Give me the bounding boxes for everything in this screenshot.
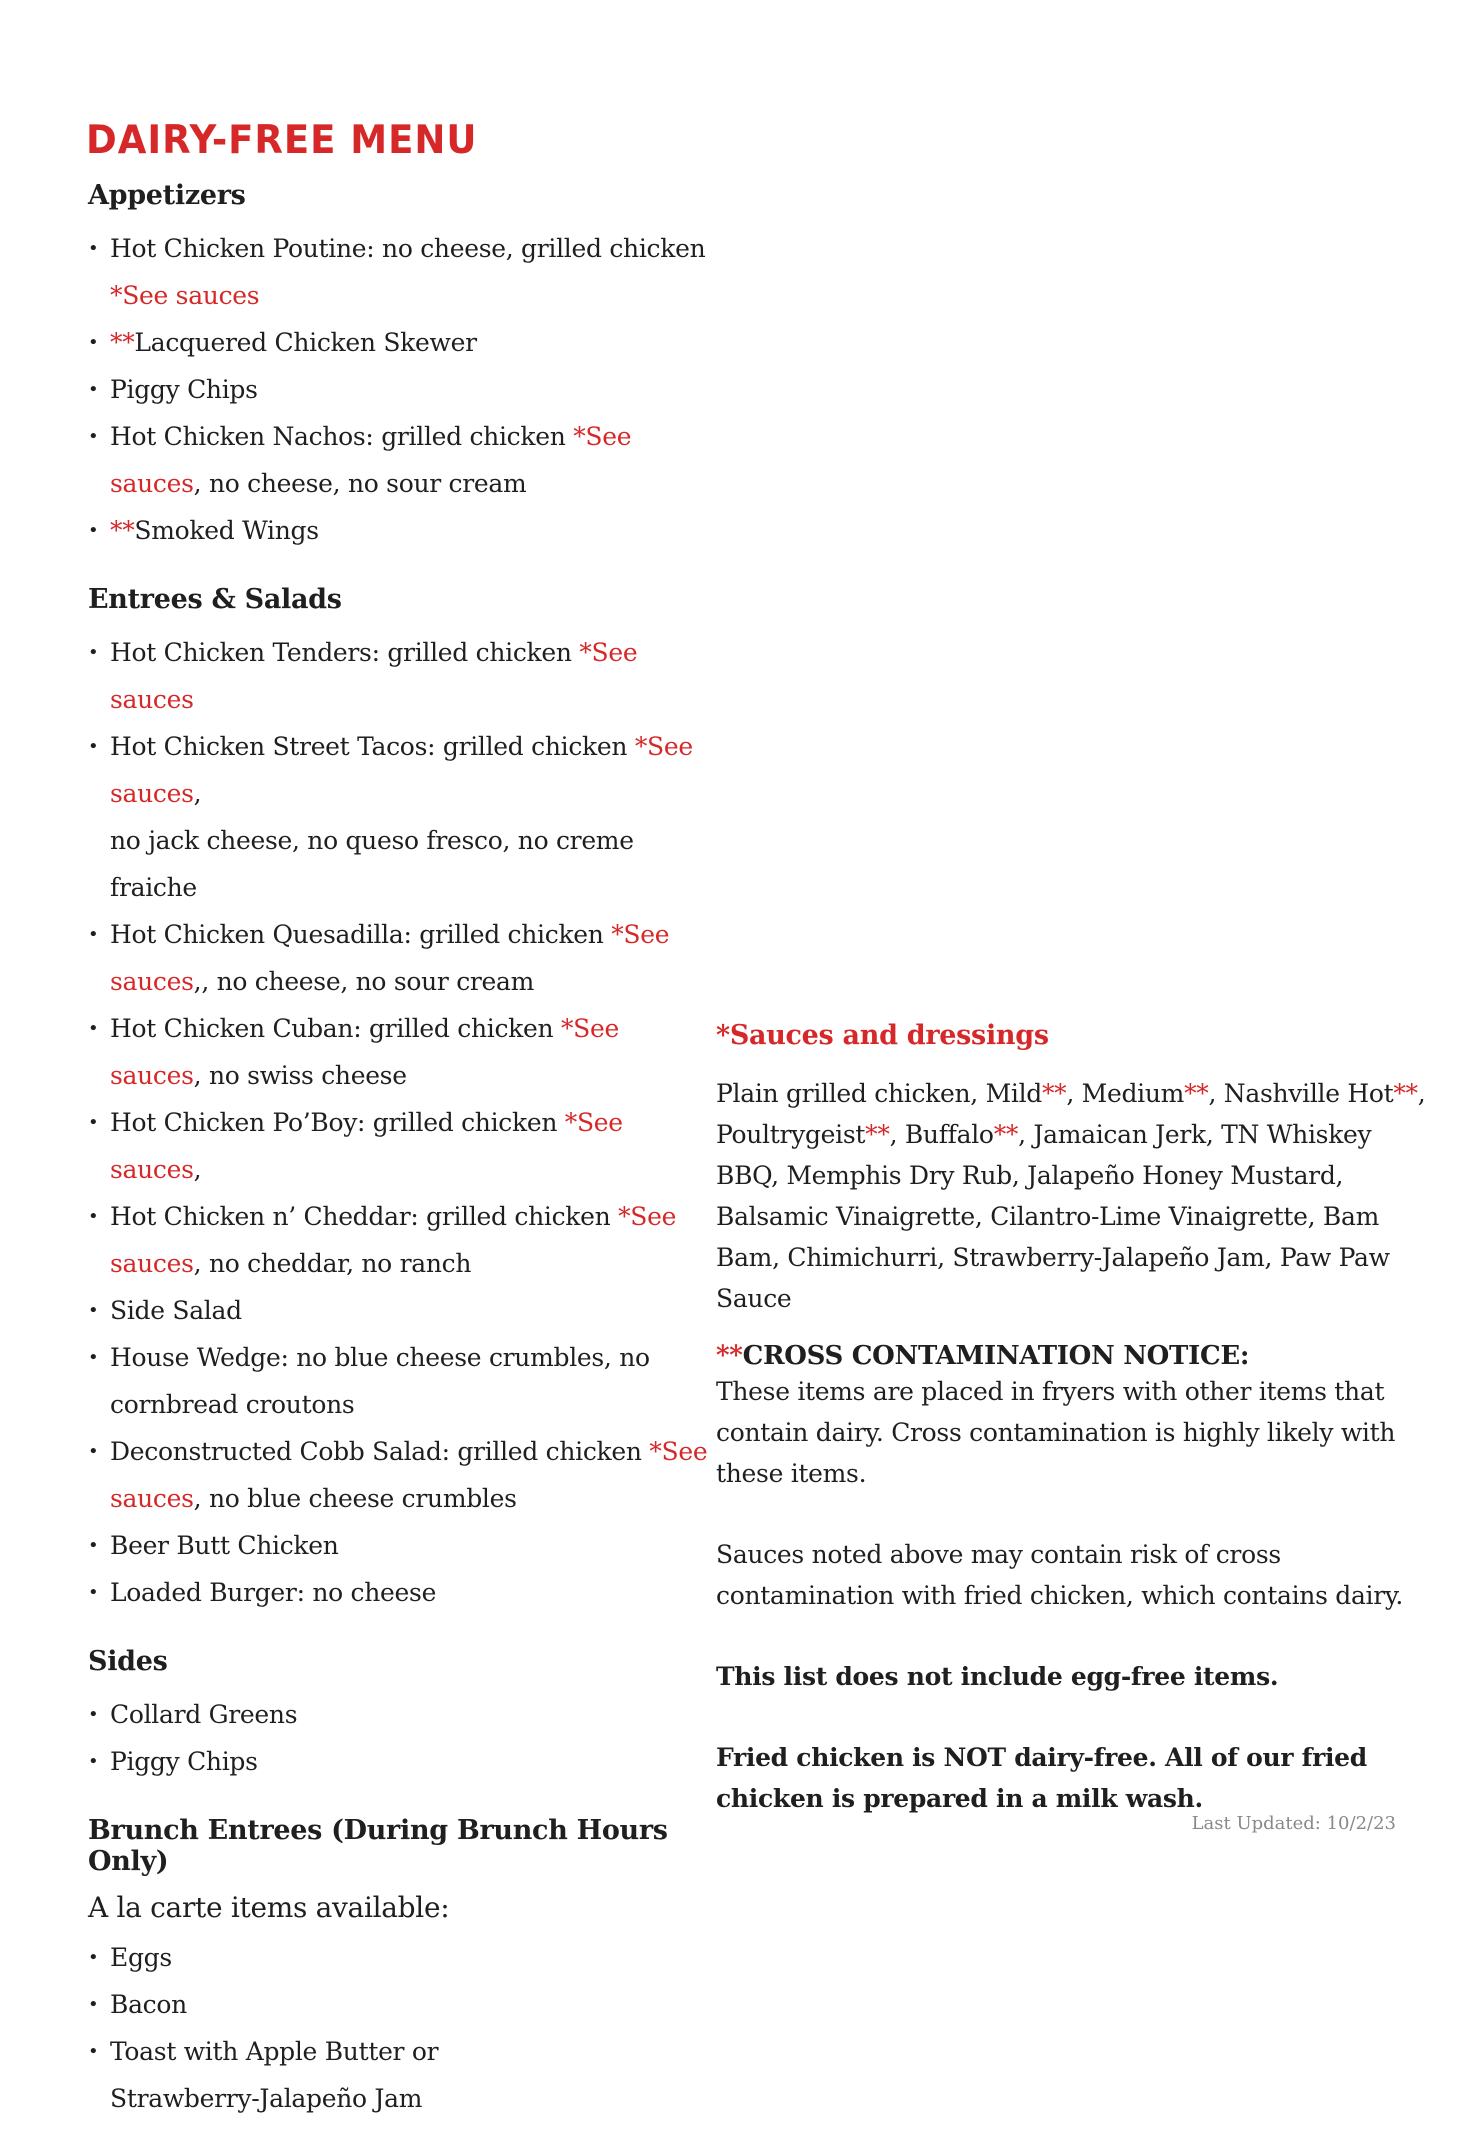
sauces-title: *Sauces and dressings (716, 1020, 1049, 1051)
brunch-list (88, 1934, 708, 2122)
brunch-note: A la carte items available: (88, 1891, 450, 1924)
list-item: • Loaded Burger: no cheese (88, 1569, 708, 1616)
notice-paragraph-4: Fried chicken is NOT dairy-free. All of our fried chicken is prepared in a milk wash. (716, 1743, 1367, 1813)
list-item: • Hot Chicken n’ Cheddar: grilled chicken *See sauces, no cheddar, no ranch (88, 1193, 708, 1287)
brunch-section (88, 1815, 708, 2122)
brunch-title: Brunch Entrees (During Brunch Hours Only) (88, 1815, 668, 1877)
list-item: • Hot Chicken Po’Boy: grilled chicken *See sauces, (88, 1099, 708, 1193)
list-item: • **Smoked Wings (88, 507, 708, 554)
notice-paragraph-2: Sauces noted above may contain risk of cross contamination with fried chicken, which contains dairy. (716, 1540, 1404, 1610)
right-column (716, 1020, 1426, 1859)
list-item: • Toast with Apple Butter or Strawberry-Jalapeño Jam (88, 2028, 708, 2122)
list-item: • Hot Chicken Street Tacos: grilled chicken *See sauces, no jack cheese, no queso fresco, no creme fraiche (88, 723, 708, 911)
notice-title: **CROSS CONTAMINATION NOTICE: (716, 1341, 1250, 1371)
sides-section (88, 1646, 708, 1785)
appetizers-list (88, 225, 708, 554)
entrees-list (88, 629, 708, 1616)
entrees-section (88, 584, 708, 1616)
page-title: DAIRY-FREE MENU (86, 118, 478, 163)
list-item: • Piggy Chips (88, 366, 708, 413)
list-item: • **Lacquered Chicken Skewer (88, 319, 708, 366)
list-item: • Eggs (88, 1934, 708, 1981)
list-item: • Beer Butt Chicken (88, 1522, 708, 1569)
appetizers-title: Appetizers (88, 180, 246, 211)
last-updated: Last Updated: 10/2/23 (1191, 1813, 1396, 1834)
notice-paragraph-3: This list does not include egg-free items. (716, 1662, 1279, 1691)
left-column (88, 180, 708, 2152)
notice-paragraph-1: These items are placed in fryers with other items that contain dairy. Cross contamination is highly likely with these items. (716, 1377, 1396, 1488)
list-item: • Hot Chicken Tenders: grilled chicken *See sauces (88, 629, 708, 723)
list-item: • Hot Chicken Nachos: grilled chicken *See sauces, no cheese, no sour cream (88, 413, 708, 507)
sauces-list: Plain grilled chicken, Mild**, Medium**, Nashville Hot**, Poultrygeist**, Buffalo**, Jamaican Jerk, TN Whiskey BBQ, Memphis Dry Rub, Jalapeño Honey Mustard, Balsamic Vinaigrette, Cilantro-Lime Vinaigrette, Bam Bam, Chimichurri, Strawberry-Jalapeño Jam, Paw Paw Sauce (716, 1079, 1426, 1313)
list-item: • Hot Chicken Cuban: grilled chicken *See sauces, no swiss cheese (88, 1005, 708, 1099)
appetizers-section (88, 180, 708, 554)
list-item: • Collard Greens (88, 1691, 708, 1738)
list-item: • Piggy Chips (88, 1738, 708, 1785)
list-item: • Hot Chicken Poutine: no cheese, grilled chicken *See sauces (88, 225, 708, 319)
sides-title: Sides (88, 1646, 168, 1677)
list-item: • House Wedge: no blue cheese crumbles, no cornbread croutons (88, 1334, 708, 1428)
entrees-title: Entrees & Salads (88, 584, 342, 615)
sides-list (88, 1691, 708, 1785)
list-item: • Bacon (88, 1981, 708, 2028)
list-item: • Deconstructed Cobb Salad: grilled chicken *See sauces, no blue cheese crumbles (88, 1428, 708, 1522)
list-item: • Hot Chicken Quesadilla: grilled chicken *See sauces,, no cheese, no sour cream (88, 911, 708, 1005)
list-item: • Side Salad (88, 1287, 708, 1334)
